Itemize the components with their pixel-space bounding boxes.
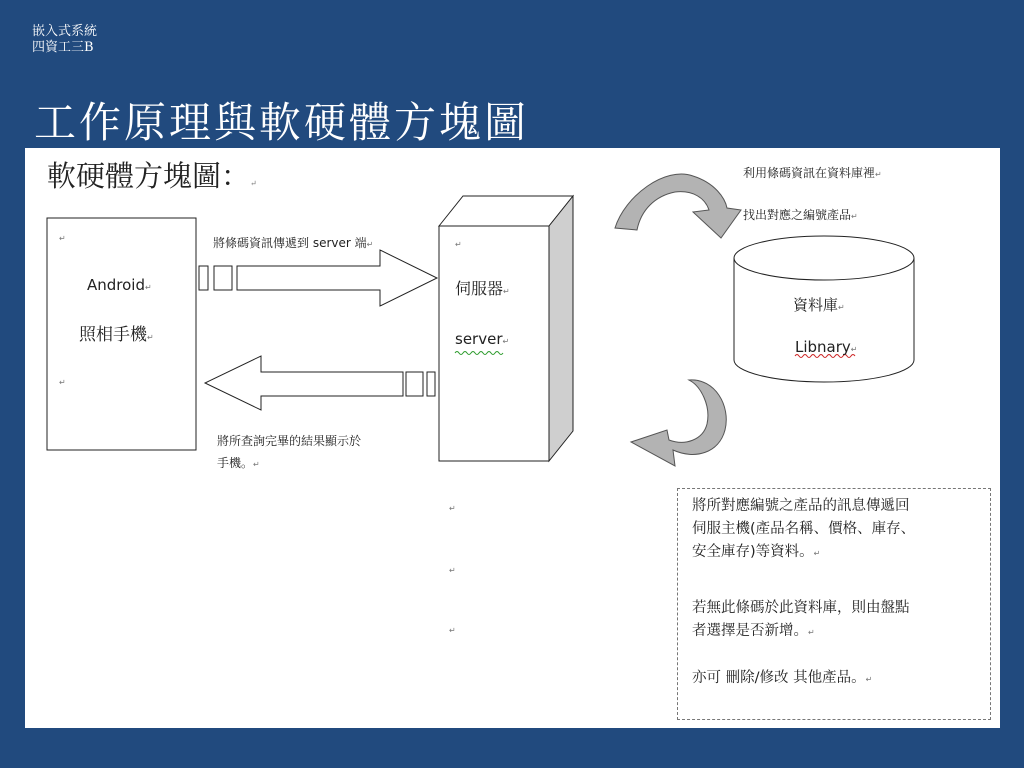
- slide-title: 工作原理與軟硬體方塊圖: [34, 98, 530, 147]
- arrow-to-phone-label-line1: 將所查詢完畢的結果顯示於: [217, 434, 362, 448]
- return-mark: ↵: [449, 566, 456, 575]
- return-mark: ↵: [253, 460, 260, 469]
- info-paragraph-1-line3-text: 安全庫存)等資料。: [692, 544, 814, 560]
- return-mark: ↵: [455, 240, 462, 249]
- signal-square-2: [214, 266, 232, 290]
- db-lookup-label-line1-text: 利用條碼資訊在資料庫裡: [743, 166, 876, 180]
- course-label: [32, 24, 97, 56]
- return-mark: ↵: [813, 549, 821, 558]
- course-label-line1: 嵌入式系統: [32, 24, 98, 39]
- return-mark: ↵: [449, 626, 456, 635]
- curved-arrow-to-db: [615, 174, 741, 238]
- signal-square-4: [427, 372, 435, 396]
- database-label-cn: [793, 294, 845, 315]
- arrow-to-phone-label-line2: [217, 452, 361, 476]
- info-paragraph-2-line2: [692, 620, 910, 644]
- info-paragraph-2-line2-text: 者選擇是否新增。: [692, 623, 808, 639]
- database-label-en-text: Libnary: [795, 338, 851, 356]
- return-mark: ↵: [145, 283, 152, 292]
- database-cylinder-top: [734, 236, 914, 280]
- info-paragraph-1-line3: [692, 541, 915, 565]
- return-mark: ↵: [366, 240, 374, 249]
- return-mark: ↵: [449, 504, 456, 513]
- return-mark: ↵: [59, 378, 66, 387]
- arrow-to-phone: [205, 356, 403, 410]
- info-paragraph-2: [692, 597, 910, 644]
- return-mark: ↵: [502, 337, 510, 346]
- db-lookup-label-line2-text: 找出對應之編號產品: [743, 208, 852, 222]
- info-paragraph-2-line1: 若無此條碼於此資料庫，則由盤點: [692, 600, 910, 616]
- return-mark: ↵: [838, 303, 845, 312]
- return-mark: ↵: [503, 287, 510, 296]
- arrow-to-server: [237, 250, 437, 306]
- info-paragraph-1-line1: 將所對應編號之產品的訊息傳遞回: [692, 498, 910, 514]
- return-mark: ↵: [250, 179, 257, 188]
- signal-square-3: [406, 372, 423, 396]
- phone-label-android: [87, 276, 152, 294]
- arrow-to-server-label: [213, 234, 373, 251]
- signal-square-1: [199, 266, 208, 290]
- course-label-line2: 四資工三B: [32, 40, 94, 55]
- arrow-to-phone-label-line2-text: 手機。: [217, 456, 254, 470]
- return-mark: ↵: [808, 628, 815, 637]
- server-label-en: [455, 330, 509, 348]
- arrow-to-phone-label: [217, 430, 361, 476]
- info-paragraph-1: [692, 495, 915, 565]
- info-box: [677, 488, 991, 720]
- server-label-en-text: server: [455, 330, 503, 348]
- return-mark: ↵: [850, 345, 858, 354]
- return-mark: ↵: [875, 170, 882, 179]
- info-paragraph-3-text: 亦可 刪除/修改 其他產品。: [692, 670, 866, 686]
- database-label-en: [795, 338, 858, 356]
- phone-label-camera-text: 照相手機: [79, 325, 147, 345]
- server-side-face: [549, 196, 573, 461]
- arrow-to-server-label-text: 將條碼資訊傳遞到 server 端: [213, 236, 367, 250]
- return-mark: ↵: [865, 675, 873, 684]
- db-lookup-label-line1: [743, 164, 882, 181]
- db-lookup-label-line2: [743, 206, 858, 223]
- return-mark: ↵: [147, 333, 154, 342]
- diagram-canvas: [25, 148, 1000, 728]
- phone-label-android-text: Android: [87, 276, 145, 294]
- info-paragraph-3: [692, 667, 872, 691]
- diagram-heading-text: 軟硬體方塊圖：: [47, 159, 251, 193]
- diagram-heading: [47, 154, 257, 195]
- server-label-cn-text: 伺服器: [455, 279, 504, 298]
- server-label-cn: [455, 276, 510, 299]
- return-mark: ↵: [851, 212, 858, 221]
- database-label-cn-text: 資料庫: [793, 296, 839, 314]
- info-paragraph-1-line2: 伺服主機(產品名稱、價格、庫存、: [692, 521, 916, 537]
- phone-label-camera: [79, 320, 154, 345]
- curved-arrow-to-server: [631, 380, 726, 466]
- return-mark: ↵: [59, 234, 66, 243]
